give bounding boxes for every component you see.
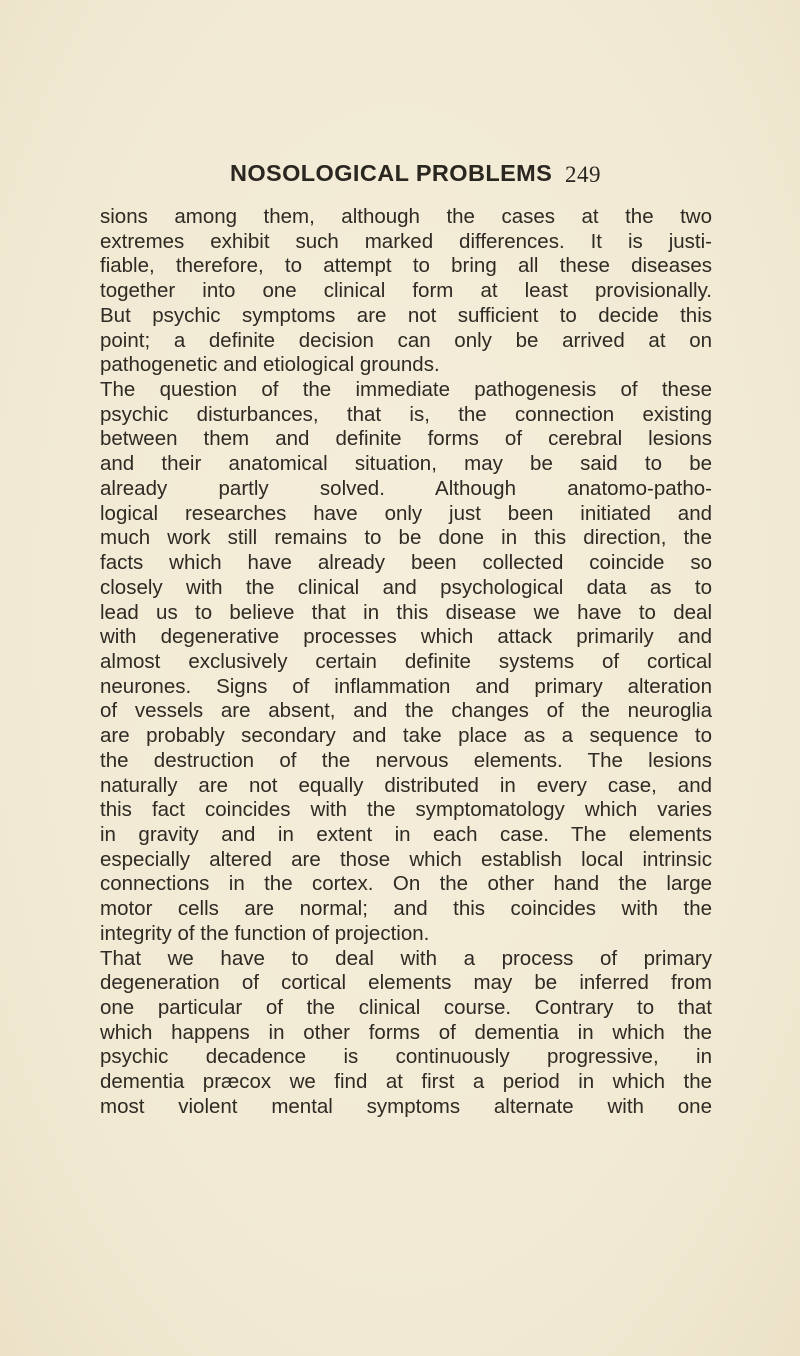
text-line: together into one clinical form at least provisionally. — [100, 279, 712, 303]
text-line: are probably secondary and take place as a sequence to — [100, 724, 712, 748]
text-line: almost exclusively certain definite systems of cortical — [100, 649, 712, 673]
text-line: point; a definite decision can only be arrived at on — [100, 328, 712, 352]
text-line: in gravity and in extent in each case. The elements — [100, 822, 712, 846]
text-line: and their anatomical situation, may be said to be — [100, 452, 712, 476]
text-line: fiable, therefore, to attempt to bring all these diseases — [100, 254, 712, 278]
text-line: one particular of the clinical course. Contrary to that — [100, 996, 712, 1019]
body-text — [100, 205, 712, 1120]
text-line: But psychic symptoms are not sufficient to decide this — [100, 303, 712, 327]
text-line: lead us to believe that in this disease we have to deal — [100, 600, 712, 624]
text-line: connections in the cortex. On the other hand the large — [100, 872, 712, 896]
text-line: of vessels are absent, and the changes of the neuroglia — [100, 699, 712, 723]
text-line: pathogenetic and etiological grounds. — [100, 353, 440, 377]
text-line: sions among them, although the cases at the two — [100, 205, 712, 228]
text-line: especially altered are those which establish local intrinsic — [100, 847, 712, 871]
text-line: logical researches have only just been initiated and — [100, 501, 712, 525]
text-line: extremes exhibit such marked differences. It is justi- — [100, 229, 712, 253]
text-line: psychic decadence is continuously progressive, in — [100, 1045, 712, 1069]
text-line: degeneration of cortical elements may be inferred from — [100, 971, 712, 995]
text-line: this fact coincides with the symptomatology which varies — [100, 798, 712, 822]
text-line: neurones. Signs of inflammation and primary alteration — [100, 674, 712, 698]
text-line: integrity of the function of projection. — [100, 921, 430, 945]
text-line: dementia præcox we find at first a period in which the — [100, 1070, 712, 1094]
paragraph-first-line: The question of the immediate pathogenesis of these — [100, 378, 712, 402]
text-line: motor cells are normal; and this coincides with the — [100, 897, 712, 921]
text-line: much work still remains to be done in this direction, the — [100, 526, 712, 550]
text-line: facts which have already been collected coincide so — [100, 551, 712, 575]
text-line: closely with the clinical and psychological data as to — [100, 575, 712, 599]
paragraph-first-line: That we have to deal with a process of primary — [100, 946, 712, 970]
text-line: with degenerative processes which attack primarily and — [100, 625, 712, 649]
text-line: most violent mental symptoms alternate with one — [100, 1094, 712, 1118]
running-title: NOSOLOGICAL PROBLEMS — [230, 160, 553, 186]
text-line: psychic disturbances, that is, the connection existing — [100, 402, 712, 426]
running-head — [230, 160, 610, 194]
text-line: which happens in other forms of dementia in which the — [100, 1020, 712, 1044]
text-line: naturally are not equally distributed in every case, and — [100, 773, 712, 797]
text-line: between them and definite forms of cerebral lesions — [100, 427, 712, 451]
text-line: the destruction of the nervous elements. The lesions — [100, 748, 712, 772]
page-number: 249 — [565, 162, 601, 187]
text-line: already partly solved. Although anatomo-patho- — [100, 476, 712, 500]
